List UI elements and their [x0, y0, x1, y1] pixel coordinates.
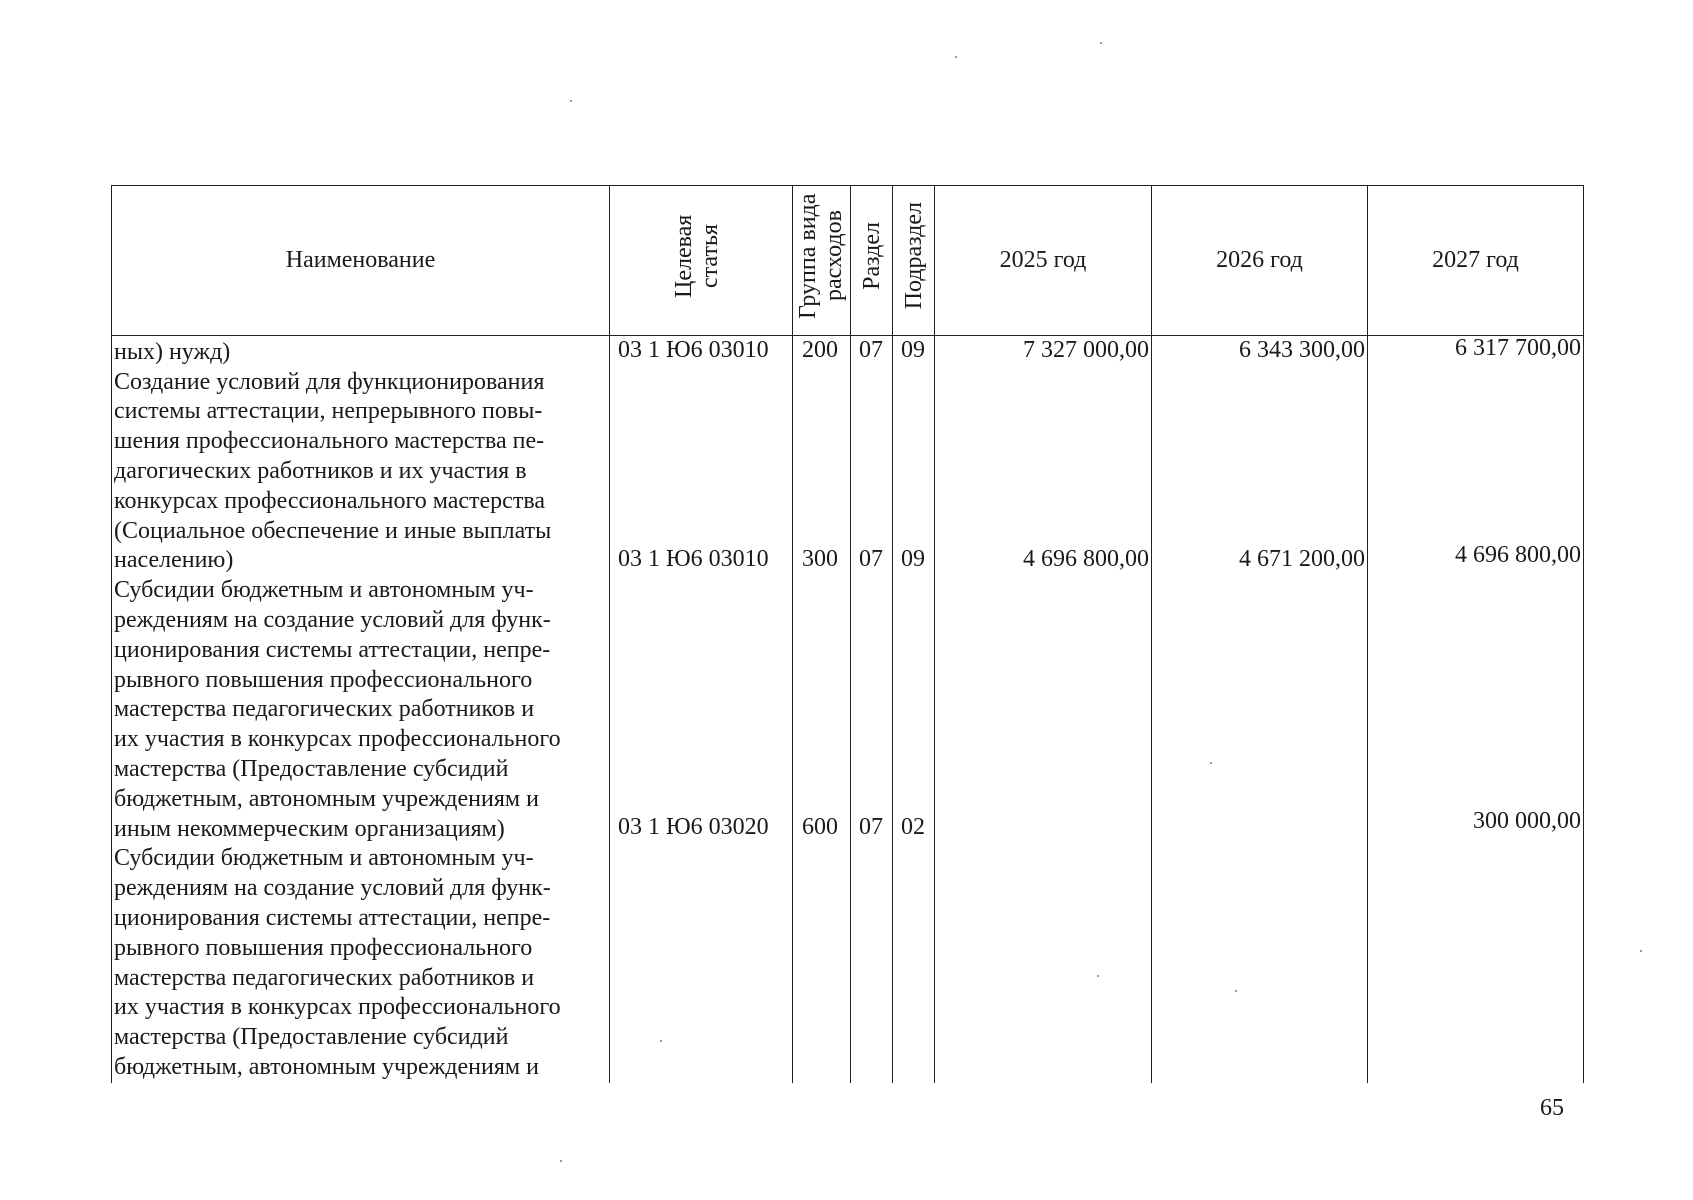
header-name-label: Наименование	[285, 246, 436, 273]
target-article-value: 03 1 Ю6 03020	[618, 813, 769, 840]
header-year-2025-label: 2025 год	[999, 246, 1087, 273]
header-section-label: Раздел	[858, 222, 885, 290]
scan-speck	[955, 56, 957, 58]
year-2026-cell	[1152, 335, 1368, 1082]
header-expense-group-label: Группа вида расходов	[794, 193, 847, 319]
budget-table	[111, 185, 1584, 1083]
name-line: рывного повышения профессионального	[114, 934, 533, 961]
name-line: шения профессионального мастерства пе-	[114, 428, 545, 455]
expense-group-value: 300	[802, 545, 838, 572]
section-cell	[851, 335, 893, 1082]
header-year-2025	[935, 186, 1152, 336]
name-line: системы аттестации, непрерывного повы-	[114, 398, 543, 425]
page-number: 65	[1540, 1095, 1564, 1121]
name-cell	[112, 335, 610, 1082]
header-section	[851, 186, 893, 336]
scan-speck	[1235, 990, 1237, 992]
name-line: иным некоммерческим организациям)	[114, 815, 505, 842]
year-2027-value: 4 696 800,00	[1455, 541, 1581, 568]
subsection-value: 02	[901, 813, 925, 840]
name-line: мастерства (Предоставление субсидий	[114, 1024, 509, 1051]
scan-speck	[570, 100, 572, 102]
name-line: рывного повышения профессионального	[114, 666, 533, 693]
name-line: ных) нужд)	[114, 338, 231, 365]
expense-group-value: 600	[802, 813, 838, 840]
name-line: ционирования системы аттестации, непре-	[114, 636, 551, 663]
table-header-row	[112, 186, 1584, 336]
name-line: ционирования системы аттестации, непре-	[114, 904, 551, 931]
subsection-cell	[893, 335, 935, 1082]
target-article-value: 03 1 Ю6 03010	[618, 336, 769, 363]
year-2027-value: 6 317 700,00	[1455, 334, 1581, 361]
subsection-value: 09	[901, 336, 925, 363]
expense-group-cell	[793, 335, 851, 1082]
year-2025-value: 7 327 000,00	[1023, 336, 1149, 363]
name-line: Субсидии бюджетным и автономным уч-	[114, 845, 534, 872]
name-line: их участия в конкурсах профессионального	[114, 994, 561, 1021]
scan-speck	[1640, 950, 1642, 952]
header-subsection-label: Подраздел	[900, 202, 927, 310]
scan-speck	[1097, 975, 1099, 977]
subsection-value: 09	[901, 545, 925, 572]
name-line: Субсидии бюджетным и автономным уч-	[114, 577, 534, 604]
section-value: 07	[859, 813, 883, 840]
section-value: 07	[859, 545, 883, 572]
section-value: 07	[859, 336, 883, 363]
header-subsection	[893, 186, 935, 336]
expense-group-value: 200	[802, 336, 838, 363]
name-line: реждениям на создание условий для функ-	[114, 606, 551, 633]
scan-speck	[1100, 42, 1102, 44]
header-target-article-label: Целевая статья	[671, 214, 723, 298]
header-year-2026-label: 2026 год	[1216, 246, 1303, 273]
header-year-2027-label: 2027 год	[1432, 246, 1519, 273]
name-line: (Социальное обеспечение и иные выплаты	[114, 517, 552, 544]
header-target-article	[610, 186, 793, 336]
scan-speck	[560, 1160, 562, 1162]
year-2025-cell	[935, 335, 1152, 1082]
target-article-value: 03 1 Ю6 03010	[618, 545, 769, 572]
year-2026-value: 4 671 200,00	[1239, 545, 1365, 572]
scan-speck	[1210, 762, 1212, 764]
scan-speck	[660, 1040, 662, 1042]
name-line: дагогических работников и их участия в	[114, 457, 527, 484]
name-line: населению)	[114, 547, 234, 574]
year-2026-value: 6 343 300,00	[1239, 336, 1365, 363]
year-2027-cell	[1368, 335, 1584, 1082]
year-2027-value: 300 000,00	[1473, 807, 1581, 834]
header-year-2026	[1152, 186, 1368, 336]
name-line: их участия в конкурсах профессионального	[114, 726, 561, 753]
name-line: мастерства педагогических работников и	[114, 696, 535, 723]
table-body-row	[112, 335, 1584, 1082]
name-line: бюджетным, автономным учреждениям и	[114, 785, 539, 812]
name-line: мастерства педагогических работников и	[114, 964, 535, 991]
name-line: конкурсах профессионального мастерства	[114, 487, 545, 514]
name-line: Создание условий для функционирования	[114, 368, 545, 395]
header-expense-group	[793, 186, 851, 336]
name-line: реждениям на создание условий для функ-	[114, 875, 551, 902]
year-2025-value: 4 696 800,00	[1023, 545, 1149, 572]
header-year-2027	[1368, 186, 1584, 336]
name-line: мастерства (Предоставление субсидий	[114, 755, 509, 782]
target-article-cell	[610, 335, 793, 1082]
header-name	[112, 186, 610, 336]
name-line: бюджетным, автономным учреждениям и	[114, 1053, 539, 1080]
